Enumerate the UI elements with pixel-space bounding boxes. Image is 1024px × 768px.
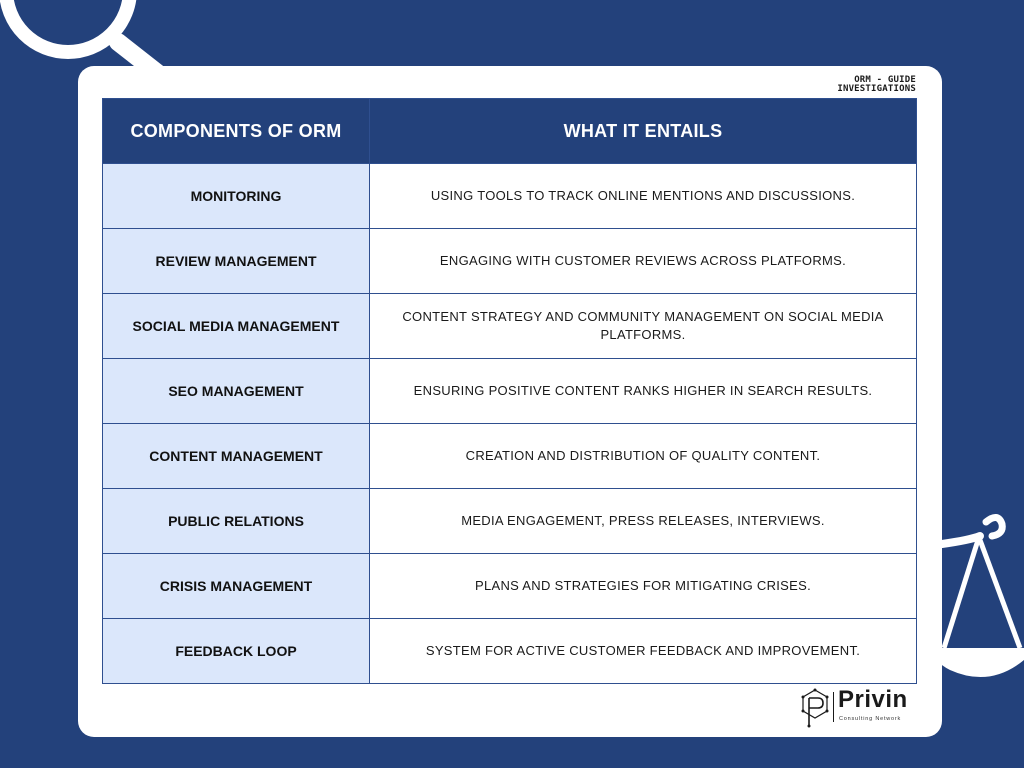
description-cell: PLANS AND STRATEGIES FOR MITIGATING CRISES. (370, 554, 917, 619)
header-entails: WHAT IT ENTAILS (370, 99, 917, 164)
component-cell: PUBLIC RELATIONS (103, 489, 370, 554)
orm-components-table (102, 98, 917, 684)
component-cell: CRISIS MANAGEMENT (103, 554, 370, 619)
component-cell: SEO MANAGEMENT (103, 359, 370, 424)
component-cell: MONITORING (103, 164, 370, 229)
table-header-row (103, 99, 917, 164)
component-cell: FEEDBACK LOOP (103, 619, 370, 684)
table-row (103, 229, 917, 294)
component-cell: CONTENT MANAGEMENT (103, 424, 370, 489)
description-cell: MEDIA ENGAGEMENT, PRESS RELEASES, INTERVIEWS. (370, 489, 917, 554)
guide-tag-line1: ORM - GUIDE (854, 75, 916, 85)
table-row (103, 489, 917, 554)
table-row (103, 359, 917, 424)
table-row (103, 294, 917, 359)
logo-subtitle: Consulting Network (839, 716, 902, 722)
guide-tag (837, 76, 916, 94)
guide-tag-line2: INVESTIGATIONS (837, 84, 916, 94)
logo-divider (833, 692, 834, 722)
table-row (103, 164, 917, 229)
description-cell: ENGAGING WITH CUSTOMER REVIEWS ACROSS PLATFORMS. (370, 229, 917, 294)
table-row (103, 424, 917, 489)
header-components: COMPONENTS OF ORM (103, 99, 370, 164)
logo-mark-icon (800, 688, 830, 728)
logo-name: Privin (838, 686, 908, 713)
component-cell: REVIEW MANAGEMENT (103, 229, 370, 294)
component-cell: SOCIAL MEDIA MANAGEMENT (103, 294, 370, 359)
description-cell: ENSURING POSITIVE CONTENT RANKS HIGHER IN SEARCH RESULTS. (370, 359, 917, 424)
description-cell: USING TOOLS TO TRACK ONLINE MENTIONS AND DISCUSSIONS. (370, 164, 917, 229)
table-row (103, 554, 917, 619)
table-row (103, 619, 917, 684)
description-cell: SYSTEM FOR ACTIVE CUSTOMER FEEDBACK AND IMPROVEMENT. (370, 619, 917, 684)
content-card (78, 66, 942, 737)
description-cell: CONTENT STRATEGY AND COMMUNITY MANAGEMENT ON SOCIAL MEDIA PLATFORMS. (370, 294, 917, 359)
description-cell: CREATION AND DISTRIBUTION OF QUALITY CONTENT. (370, 424, 917, 489)
privin-logo (800, 686, 920, 730)
